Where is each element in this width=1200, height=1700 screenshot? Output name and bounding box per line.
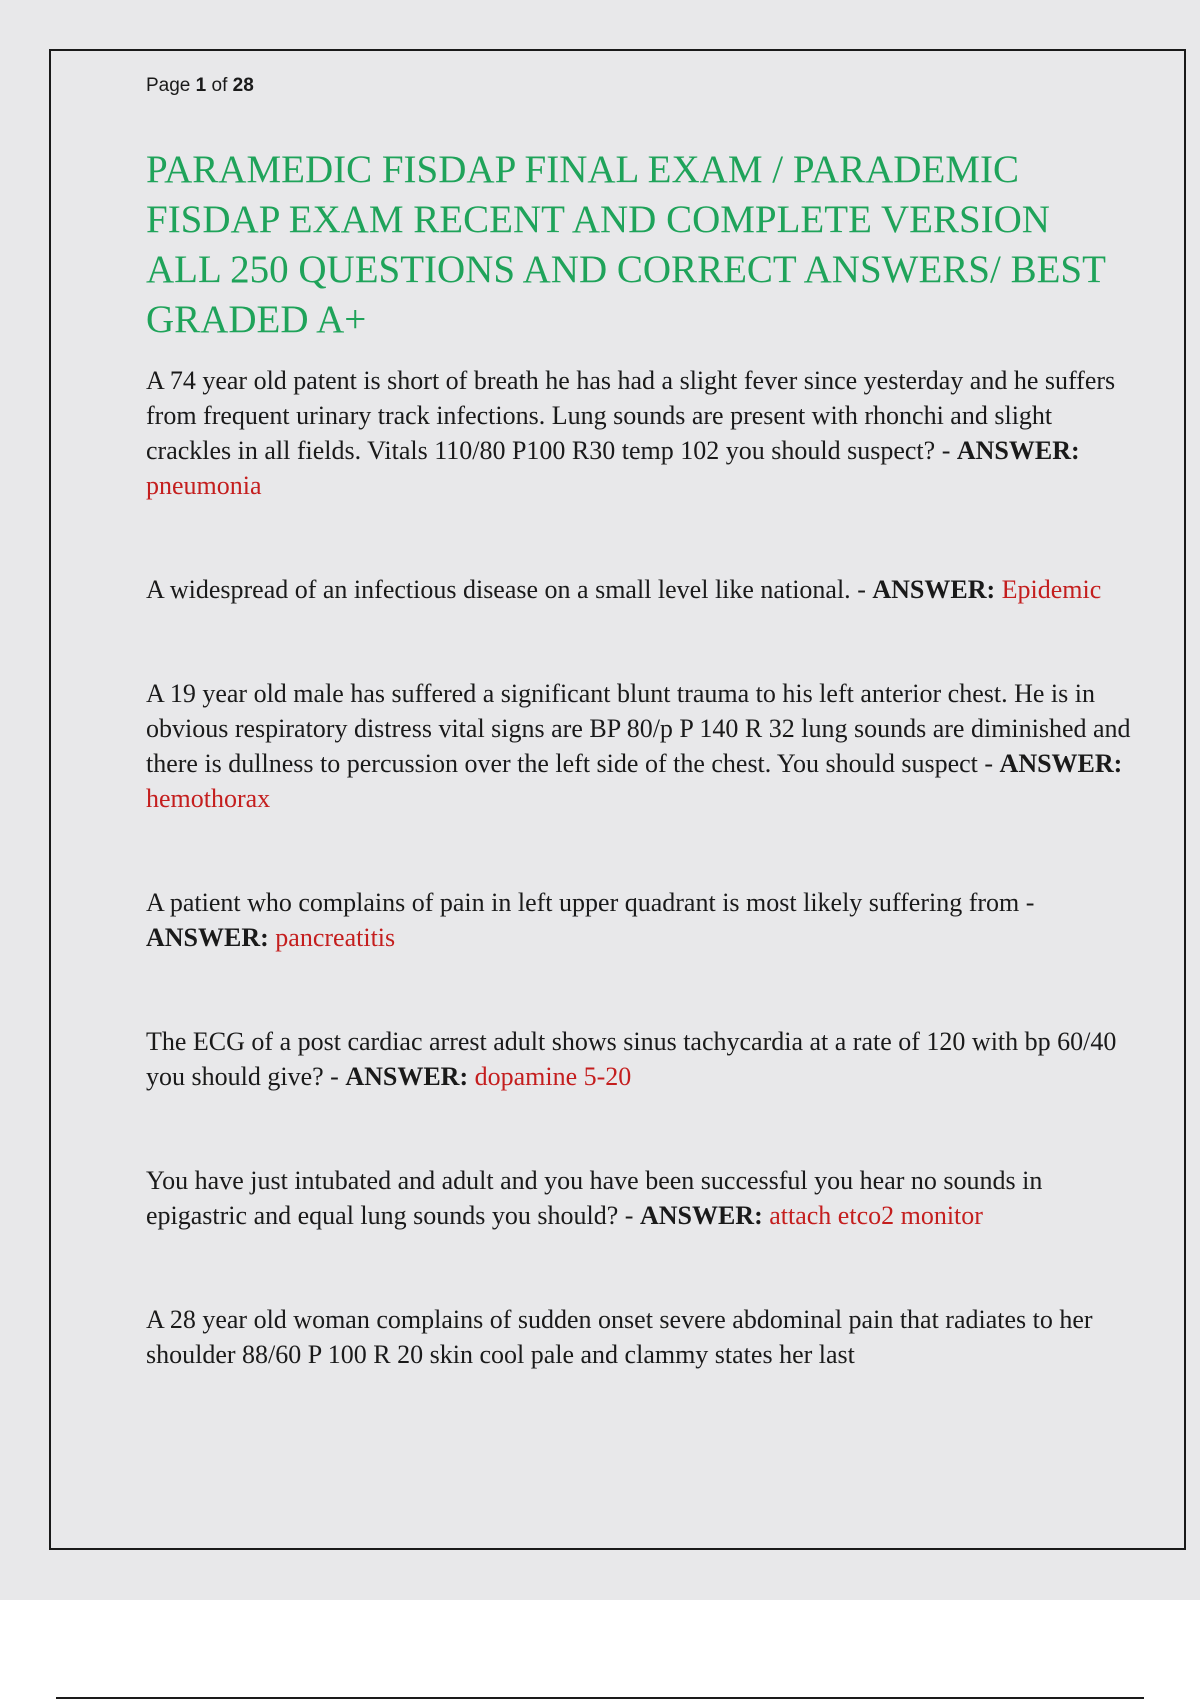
answer-label: ANSWER: <box>872 575 996 604</box>
question-text: A widespread of an infectious disease on a small level like national. <box>146 575 851 604</box>
question-item <box>146 1024 1136 1094</box>
question-item <box>146 572 1136 607</box>
separator: - <box>624 1201 634 1230</box>
question-list <box>146 363 1136 1441</box>
answer-text: hemothorax <box>146 784 271 813</box>
separator: - <box>330 1062 339 1091</box>
answer-label: ANSWER: <box>146 923 269 952</box>
question-text: A patient who complains of pain in left upper quadrant is most likely suffering from <box>146 888 1020 917</box>
question-item <box>146 363 1136 503</box>
page-total: 28 <box>232 75 254 96</box>
answer-text: pancreatitis <box>275 923 396 952</box>
question-item <box>146 885 1136 955</box>
answer-text: attach etco2 monitor <box>769 1201 983 1230</box>
separator: - <box>984 749 994 778</box>
question-text: The ECG of a post cardiac arrest adult shows sinus tachycardia at a rate of 120 with bp 60/40 you should give? <box>146 1027 1117 1091</box>
separator: - <box>857 575 866 604</box>
answer-text: pneumonia <box>146 471 262 500</box>
answer-text: Epidemic <box>1001 575 1102 604</box>
question-item <box>146 1302 1136 1372</box>
answer-label: ANSWER: <box>999 749 1123 778</box>
bottom-divider <box>56 1697 1144 1699</box>
page-number <box>146 75 254 97</box>
question-text: A 19 year old male has suffered a significant blunt trauma to his left anterior chest. He is in obvious respiratory distress vital signs are BP 80/p P 140 R 32 lung sounds are diminished and there is dullness to percussion over the left side of the chest. You should suspect <box>146 679 1131 778</box>
answer-text: dopamine 5-20 <box>474 1062 632 1091</box>
question-text: A 74 year old patent is short of breath he has had a slight fever since yesterday and he suffers from frequent urinary track infections. Lung sounds are present with rhonchi and slight crackles in all fields. Vitals 110/80 P100 R30 temp 102 you should suspect? <box>146 366 1116 465</box>
question-text: A 28 year old woman complains of sudden onset severe abdominal pain that radiates to her shoulder 88/60 P 100 R 20 skin cool pale and clammy states her last <box>146 1305 1093 1369</box>
page-frame <box>49 49 1186 1550</box>
answer-label: ANSWER: <box>639 1201 763 1230</box>
question-text: You have just intubated and adult and you have been successful you hear no sounds in epigastric and equal lung sounds you should? <box>146 1166 1043 1230</box>
answer-label: ANSWER: <box>345 1062 469 1091</box>
separator: - <box>1025 888 1035 917</box>
page-current: 1 <box>195 75 207 96</box>
answer-label: ANSWER: <box>956 436 1080 465</box>
question-item <box>146 1163 1136 1233</box>
document-title: PARAMEDIC FISDAP FINAL EXAM / PARADEMIC FISDAP EXAM RECENT AND COMPLETE VERSION ALL 250 QUESTIONS AND CORRECT ANSWERS/ BEST GRADED A+ <box>146 148 1106 341</box>
page-label-of: of <box>211 75 228 96</box>
separator: - <box>941 436 951 465</box>
page-label-prefix: Page <box>146 75 191 96</box>
question-item <box>146 676 1136 816</box>
